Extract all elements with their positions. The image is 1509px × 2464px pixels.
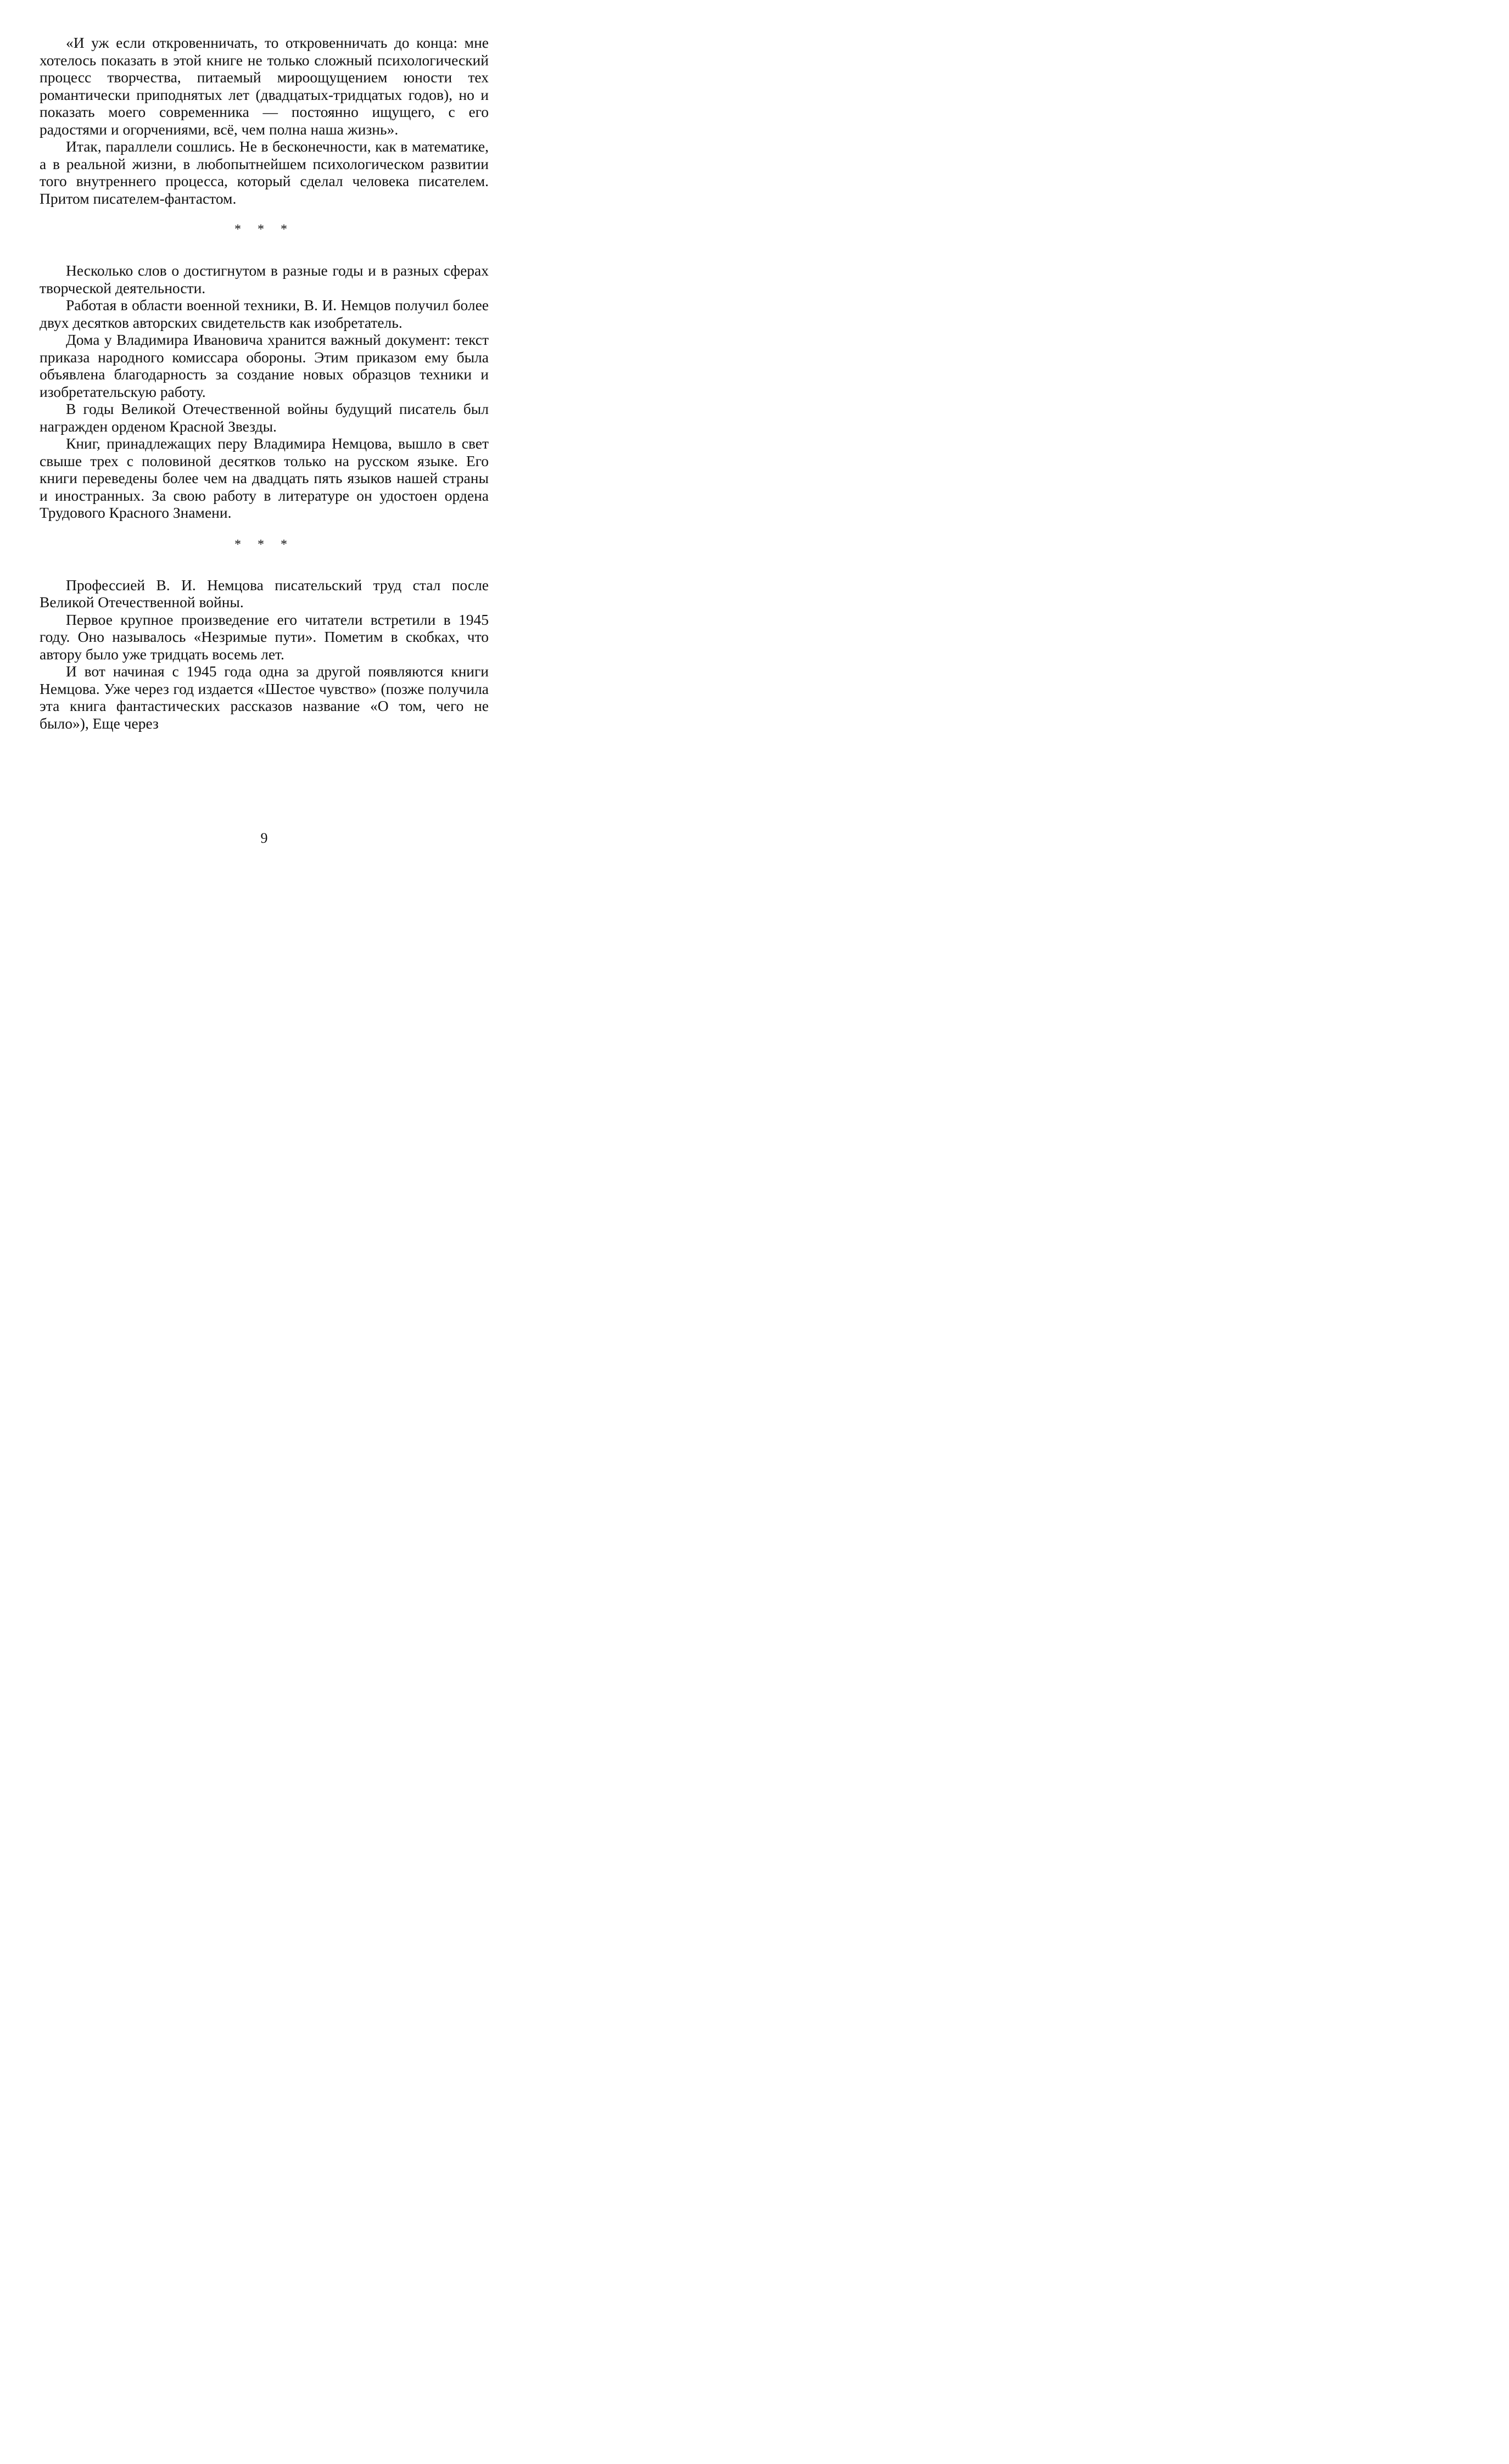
- paragraph-books: Книг, принадлежащих перу Владимира Немцова, вышло в свет свыше трех с половиной десятков только на русском языке. Его книги переведены более чем на двадцать пять языков нашей страны и иностранных. За свою работу в литературе он удостоен ордена Трудового Красного Знамени.: [40, 435, 489, 521]
- paragraph-books-series: И вот начиная с 1945 года одна за другой появляются книги Немцова. Уже через год издается «Шестое чувство» (позже получила эта книга фантастических рассказов название «О том, чего не было»), Еще через: [40, 663, 489, 732]
- page-number: 9: [260, 830, 268, 846]
- paragraph-quote: «И уж если откровенничать, то откровенничать до конца: мне хотелось показать в этой книге не только сложный психологический процесс творчества, питаемый мироощущением юности тех романтически приподнятых лет (двадцатых-тридцатых годов), но и показать моего современника — постоянно ищущего, с его радостями и огорчениями, всё, чем полна наша жизнь».: [40, 34, 489, 138]
- paragraph-inventor: Работая в области военной техники, В. И. Немцов получил более двух десятков авторских свидетельств как изобретатель.: [40, 296, 489, 331]
- paragraph-first-work: Первое крупное произведение его читатели встретили в 1945 году. Оно называлось «Незримые пути». Пометим в скобках, что автору было уже тридцать восемь лет.: [40, 611, 489, 663]
- section-separator: * * *: [234, 537, 294, 552]
- section-separator: * * *: [234, 222, 294, 237]
- paragraph-profession: Профессией В. И. Немцова писательский труд стал после Великой Отечественной войны.: [40, 576, 489, 611]
- paragraph-achievements-intro: Несколько слов о достигнутом в разные годы и в разных сферах творческой деятельности.: [40, 262, 489, 296]
- paragraph-red-star: В годы Великой Отечественной войны будущий писатель был награжден орденом Красной Звезды.: [40, 400, 489, 435]
- page-text: [40, 34, 489, 732]
- paragraph-parallels: Итак, параллели сошлись. Не в бесконечности, как в математике, а в реальной жизни, в любопытнейшем психологическом развитии того внутреннего процесса, который сделал человека писателем. Притом писателем-фантастом.: [40, 138, 489, 207]
- paragraph-order-document: Дома у Владимира Ивановича хранится важный документ: текст приказа народного комиссара обороны. Этим приказом ему была объявлена благодарность за создание новых образцов техники и изобретательскую работу.: [40, 331, 489, 400]
